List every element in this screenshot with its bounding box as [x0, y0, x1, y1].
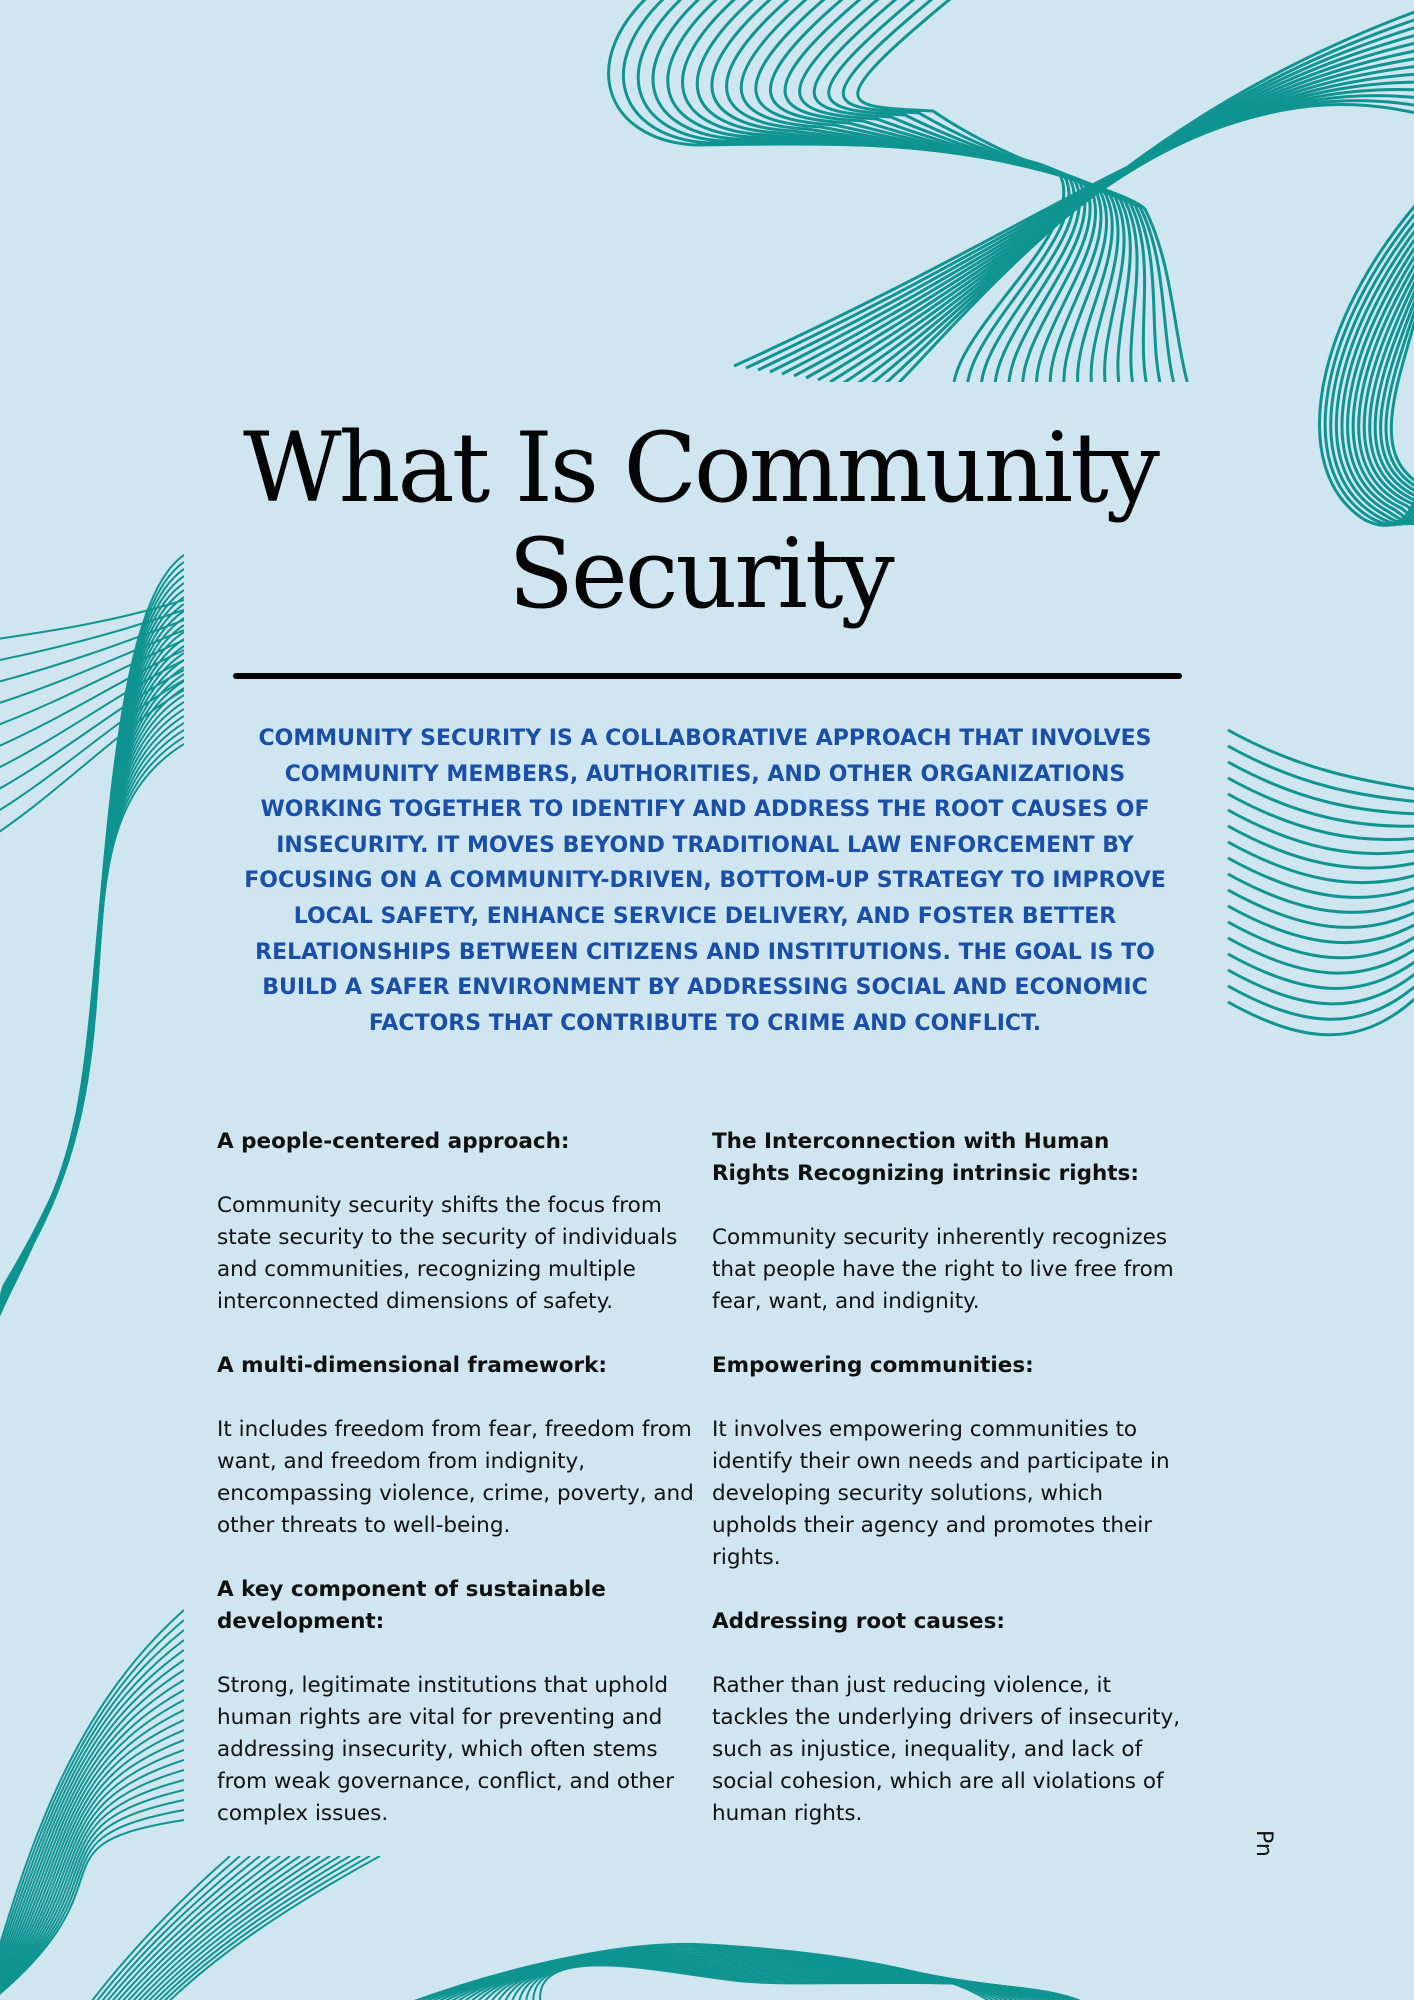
- section-body: It includes freedom from fear, freedom from want, and freedom from indignity, encompassing violence, crime, poverty, and other threats to well-being.: [217, 1417, 694, 1538]
- wave-line: [0, 1710, 184, 2000]
- wave-line: [0, 695, 184, 1390]
- wave-line: [1228, 730, 1414, 790]
- wave-line: [0, 688, 184, 1390]
- wave-line: [0, 1620, 184, 2000]
- wave-line: [1228, 938, 1414, 973]
- wave-line: [478, 1961, 1055, 2000]
- wave-line: [1331, 216, 1414, 524]
- wave-line: [0, 583, 184, 1390]
- wave-line: [0, 600, 184, 640]
- wave-line: [0, 597, 184, 1390]
- wave-line: [0, 744, 184, 1390]
- wave-line: [800, 0, 1137, 402]
- wave-line: [1359, 256, 1414, 525]
- wave-line: [1228, 874, 1414, 912]
- wave-line: [1353, 248, 1414, 524]
- wave-line: [0, 625, 184, 1390]
- section-heading: The Interconnection with Human Rights Recognizing intrinsic rights:: [712, 1129, 1139, 1186]
- wave-line: [1228, 890, 1414, 927]
- wave-line: [438, 1955, 1030, 2000]
- wave-line: [842, 42, 1414, 384]
- wave-line: [878, 18, 1414, 390]
- wave-line: [0, 1750, 184, 2000]
- section-heading: Empowering communities:: [712, 1353, 1034, 1378]
- wave-line: [638, 0, 1074, 402]
- wave-line: [0, 1790, 184, 2000]
- wave-line: [1228, 922, 1414, 958]
- wave-line: [502, 1964, 1070, 2000]
- wave-line: [1228, 982, 1414, 1019]
- wave-line: [1228, 906, 1414, 943]
- wave-line: [414, 1950, 1015, 2000]
- wave-line: [1391, 304, 1414, 533]
- wave-line: [0, 1690, 184, 2000]
- section-heading: A people-centered approach:: [217, 1129, 570, 1154]
- wave-line: [462, 1959, 1045, 2000]
- section-body: Strong, legitimate institutions that uphold human rights are vital for preventing and addressing insecurity, which often stems from weak governance, conflict, and other complex issues.: [217, 1673, 675, 1826]
- wave-line: [1228, 746, 1414, 802]
- wave-line: [518, 1964, 1080, 2000]
- wave-line: [155, 1856, 370, 2000]
- wave-line: [1381, 288, 1414, 529]
- wave-line: [623, 0, 1069, 402]
- wave-line: [0, 674, 184, 1390]
- wave-line: [0, 709, 184, 1390]
- section-heading: Addressing root causes:: [712, 1609, 1005, 1634]
- wave-line: [115, 1856, 290, 2000]
- wave-line: [0, 618, 184, 1390]
- section-heading: A key component of sustainable development:: [217, 1577, 606, 1634]
- wave-line: [0, 632, 184, 1390]
- wave-line: [830, 50, 1414, 382]
- wave-line: [0, 646, 184, 1390]
- intro-paragraph: COMMUNITY SECURITY IS A COLLABORATIVE APPROACH THAT INVOLVES COMMUNITY MEMBERS, AUTHORITIES, AND OTHER ORGANIZATIONS WORKING TOGETHER TO IDENTIFY AND ADDRESS THE ROOT CAUSES OF INSECURITY. IT MOVES BEYOND TRADITIONAL LAW ENFORCEMENT BY FOCUSING ON A COMMUNITY-DRIVEN, BOTTOM-UP STRATEGY TO IMPROVE LOCAL SAFETY, ENHANCE SERVICE DELIVERY, AND FOSTER BETTER RELATIONSHIPS BETWEEN CITIZENS AND INSTITUTIONS. THE GOAL IS TO BUILD A SAFER ENVIRONMENT BY ADDRESSING SOCIAL AND ECONOMIC FACTORS THAT CONTRIBUTE TO CRIME AND CONFLICT.: [244, 726, 1166, 1036]
- wave-line: [609, 0, 1064, 402]
- wave-line: [712, 0, 1101, 402]
- wave-line: [1228, 970, 1414, 1004]
- wave-line: [1228, 794, 1414, 840]
- wave-line: [770, 0, 1124, 402]
- wave-line: [90, 1856, 240, 2000]
- wave-line: [806, 66, 1414, 378]
- wave-line: [0, 620, 184, 684]
- wave-line: [0, 590, 184, 1390]
- wave-line: [430, 1953, 1025, 2000]
- wave-line: [858, 0, 1193, 402]
- section-body: It involves empowering communities to identify their own needs and participate in developing security solutions, which upholds their agency and promotes their rights.: [712, 1417, 1170, 1570]
- wave-line: [110, 1856, 280, 2000]
- wave-line: [1228, 810, 1414, 854]
- wave-line: [0, 690, 184, 838]
- wave-line: [0, 1700, 184, 2000]
- wave-line: [0, 650, 184, 750]
- wave-line: [95, 1856, 250, 2000]
- wave-line: [0, 681, 184, 1390]
- wave-line: [0, 1770, 184, 2000]
- wave-line: [758, 96, 1414, 370]
- wave-line: [130, 1856, 320, 2000]
- wave-line: [653, 0, 1080, 402]
- wave-line: [734, 105, 1414, 366]
- wave-line: [0, 660, 184, 1390]
- wave-line: [540, 1965, 1095, 2000]
- section-body: Rather than just reducing violence, it tackles the underlying drivers of insecurity, such as injustice, inequality, and lack of social cohesion, which are all violations of human rights.: [712, 1673, 1181, 1826]
- wave-line: [782, 82, 1414, 374]
- wave-line: [0, 653, 184, 1390]
- wave-line: [0, 1760, 184, 2000]
- wave-line: [770, 89, 1414, 372]
- wave-line: [533, 1965, 1090, 2000]
- wave-line: [0, 660, 184, 772]
- wave-line: [0, 630, 184, 706]
- wave-line: [135, 1856, 330, 2000]
- left-column: [217, 1126, 697, 1862]
- side-mark: Pn: [1251, 1830, 1276, 1857]
- wave-line: [890, 10, 1414, 392]
- wave-line: [0, 562, 184, 1390]
- wave-line: [794, 74, 1414, 376]
- wave-line: [0, 1650, 184, 2000]
- wave-line: [1228, 858, 1414, 897]
- wave-line: [0, 716, 184, 1390]
- wave-line: [0, 1660, 184, 2000]
- section-body: Community security shifts the focus from state security to the security of individuals and communities, recognizing multiple interconnected dimensions of safety.: [217, 1193, 678, 1314]
- section-heading: A multi-dimensional framework:: [217, 1353, 608, 1378]
- wave-line: [454, 1958, 1040, 2000]
- wave-line: [406, 1948, 1010, 2000]
- wave-line: [0, 1820, 184, 2000]
- right-wave-decoration: [1228, 200, 1414, 1035]
- wave-line: [0, 702, 184, 1390]
- wave-line: [494, 1963, 1065, 2000]
- wave-line: [0, 737, 184, 1390]
- wave-line: [0, 1730, 184, 2000]
- wave-line: [785, 0, 1130, 402]
- wave-line: [854, 34, 1414, 386]
- wave-line: [0, 639, 184, 1390]
- wave-line: [150, 1856, 360, 2000]
- wave-line: [125, 1856, 310, 2000]
- wave-line: [85, 1856, 230, 2000]
- wave-line: [0, 604, 184, 1390]
- wave-line: [746, 101, 1414, 368]
- wave-line: [1228, 842, 1414, 883]
- wave-line: [0, 611, 184, 1390]
- wave-line: [0, 1610, 184, 2000]
- wave-line: [0, 640, 184, 728]
- wave-line: [0, 730, 184, 1390]
- wave-line: [0, 723, 184, 1390]
- section-body: Community security inherently recognizes that people have the right to live free from fear, want, and indignity.: [712, 1225, 1174, 1314]
- wave-line: [1386, 296, 1414, 531]
- wave-line: [0, 670, 184, 794]
- wave-line: [1325, 208, 1414, 525]
- wave-line: [683, 0, 1091, 402]
- wave-line: [0, 576, 184, 1390]
- wave-line: [0, 1800, 184, 2000]
- wave-line: [390, 1944, 1000, 2000]
- wave-line: [1336, 224, 1414, 524]
- wave-line: [756, 0, 1118, 402]
- wave-line: [0, 569, 184, 1390]
- wave-line: [0, 680, 184, 816]
- wave-line: [727, 0, 1107, 402]
- wave-line: [0, 1720, 184, 2000]
- page-title: What Is Community Security: [242, 412, 1157, 630]
- wave-line: [140, 1856, 340, 2000]
- wave-line: [0, 1680, 184, 2000]
- wave-line: [0, 1740, 184, 2000]
- wave-line: [446, 1957, 1035, 2000]
- wave-line: [470, 1961, 1050, 2000]
- wave-line: [697, 0, 1095, 402]
- wave-line: [486, 1962, 1060, 2000]
- wave-line: [1228, 778, 1414, 826]
- wave-line: [510, 1964, 1075, 2000]
- wave-line: [0, 1630, 184, 2000]
- wave-line: [1364, 264, 1414, 525]
- wave-line: [160, 1856, 380, 2000]
- wave-line: [1228, 954, 1414, 988]
- top-wave-decoration: [609, 0, 1414, 402]
- wave-line: [0, 610, 184, 662]
- wave-line: [0, 667, 184, 1390]
- wave-line: [105, 1856, 270, 2000]
- wave-line: [422, 1952, 1020, 2000]
- wave-line: [1375, 280, 1414, 528]
- right-column: [712, 1126, 1192, 1862]
- wave-line: [1228, 762, 1414, 814]
- wave-line: [0, 1670, 184, 2000]
- wave-line: [0, 1810, 184, 2000]
- wave-line: [120, 1856, 300, 2000]
- wave-line: [0, 555, 184, 1390]
- wave-line: [526, 1965, 1085, 2000]
- wave-line: [0, 1780, 184, 2000]
- left-wave-decoration: [0, 555, 184, 1390]
- wave-line: [866, 26, 1414, 388]
- wave-line: [843, 0, 1179, 402]
- title-divider: [233, 673, 1182, 679]
- wave-line: [0, 1640, 184, 2000]
- wave-line: [1348, 240, 1414, 524]
- wave-line: [1370, 272, 1414, 526]
- wave-line: [818, 58, 1414, 380]
- wave-line: [145, 1856, 350, 2000]
- wave-line: [741, 0, 1112, 402]
- bottom-wave-decoration: [390, 1944, 1095, 2000]
- wave-line: [1228, 994, 1414, 1035]
- wave-line: [668, 0, 1085, 402]
- wave-line: [829, 0, 1165, 402]
- wave-line: [1228, 826, 1414, 868]
- wave-line: [1320, 200, 1414, 525]
- wave-line: [100, 1856, 260, 2000]
- wave-line: [1342, 232, 1414, 524]
- wave-line: [814, 0, 1151, 402]
- wave-line: [398, 1946, 1005, 2000]
